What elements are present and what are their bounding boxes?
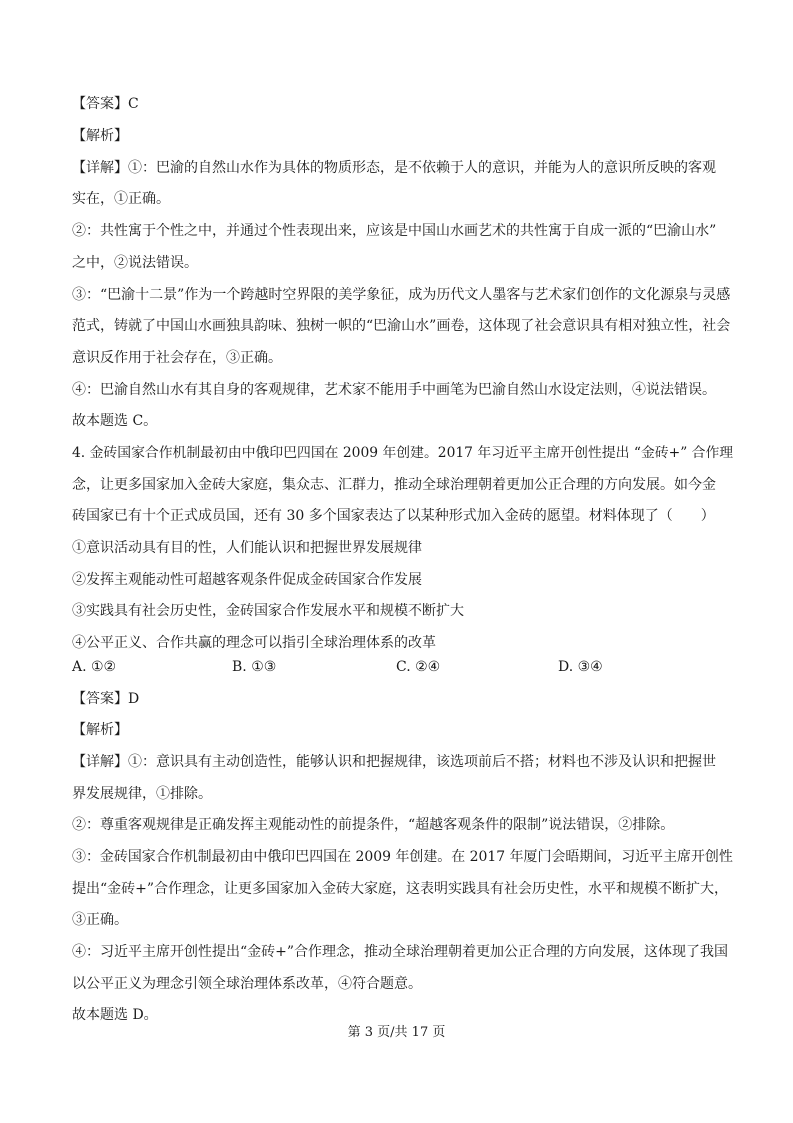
page-number: 第 3 页/共 17 页 (347, 1025, 446, 1040)
q4-analysis-heading: 【解析】 (72, 722, 128, 738)
q4-detail-line: ③正确。 (72, 912, 128, 928)
q4-statement: ②发挥主观能动性可超越客观条件促成金砖国家合作发展 (72, 572, 422, 588)
q4-detail-line: 界发展规律，①排除。 (72, 786, 212, 802)
q4-conclusion: 故本题选 D。 (72, 1007, 158, 1023)
q4-statement: ④公平正义、合作共赢的理念可以指引全球治理体系的改革 (72, 635, 436, 651)
q4-answer: 【答案】D (72, 691, 140, 707)
q3-answer: 【答案】C (72, 96, 139, 112)
q4-detail-line: ③：金砖国家合作机制最初由中俄印巴四国在 2009 年创建。在 2017 年厦门会晤期间，习近平主席开创性 (72, 849, 733, 865)
q3-detail-line: 范式，铸就了中国山水画独具韵味、独树一帜的“巴渝山水”画卷，这体现了社会意识具有相对独立性，社会 (72, 318, 731, 334)
q4-statement: ③实践具有社会历史性，金砖国家合作发展水平和规模不断扩大 (72, 603, 464, 619)
q4-option-d: D. ③④ (558, 659, 603, 675)
q3-detail-line: ④：巴渝自然山水有其自身的客观规律，艺术家不能用手中画笔为巴渝自然山水设定法则，④说法错误。 (72, 382, 716, 398)
q4-statement: ①意识活动具有目的性，人们能认识和把握世界发展规律 (72, 540, 422, 556)
q4-stem-line: 4. 金砖国家合作机制最初由中俄印巴四国在 2009 年创建。2017 年习近平主席开创性提出 “金砖+” 合作理 (72, 445, 734, 461)
q3-detail-line: 意识反作用于社会存在，③正确。 (72, 350, 282, 366)
q3-detail-line: 实在，①正确。 (72, 191, 170, 207)
q4-option-c: C. ②④ (396, 659, 441, 675)
q4-detail-line: 以公平正义为理念引领全球治理体系改革，④符合题意。 (72, 976, 422, 992)
q4-option-b: B. ①③ (232, 659, 277, 675)
q3-detail-line: ②：共性寓于个性之中，并通过个性表现出来，应该是中国山水画艺术的共性寓于自成一派的“巴渝山水” (72, 223, 717, 239)
q4-stem-line: 砖国家已有十个正式成员国，还有 30 多个国家表达了以某种形式加入金砖的愿望。材料体现了（ ） (72, 508, 715, 524)
q3-detail-line: ③：“巴渝十二景”作为一个跨越时空界限的美学象征，成为历代文人墨客与艺术家们创作的文化源泉与灵感 (72, 287, 731, 303)
q3-detail-line: 【详解】①：巴渝的自然山水作为具体的物质形态，是不依赖于人的意识，并能为人的意识所反映的客观 (72, 160, 716, 176)
q4-stem-line: 念，让更多国家加入金砖大家庭，集众志、汇群力，推动全球治理朝着更加公正合理的方向发展。如今金 (72, 477, 716, 493)
q4-detail-line: ②：尊重客观规律是正确发挥主观能动性的前提条件，“超越客观条件的限制”说法错误，②排除。 (72, 817, 675, 833)
q4-detail-line: ④：习近平主席开创性提出“金砖+”合作理念，推动全球治理朝着更加公正合理的方向发展，这体现了我国 (72, 944, 729, 960)
q3-analysis-heading: 【解析】 (72, 128, 128, 144)
q4-detail-line: 提出“金砖+”合作理念，让更多国家加入金砖大家庭，这表明实践具有社会历史性，水平和规模不断扩大， (72, 881, 729, 897)
q3-detail-line: 之中，②说法错误。 (72, 255, 198, 271)
q4-option-a: A. ①② (72, 659, 117, 675)
q3-conclusion: 故本题选 C。 (72, 413, 158, 429)
q4-detail-line: 【详解】①：意识具有主动创造性，能够认识和把握规律，该选项前后不搭；材料也不涉及认识和把握世 (72, 754, 716, 770)
q4-options (72, 657, 732, 677)
